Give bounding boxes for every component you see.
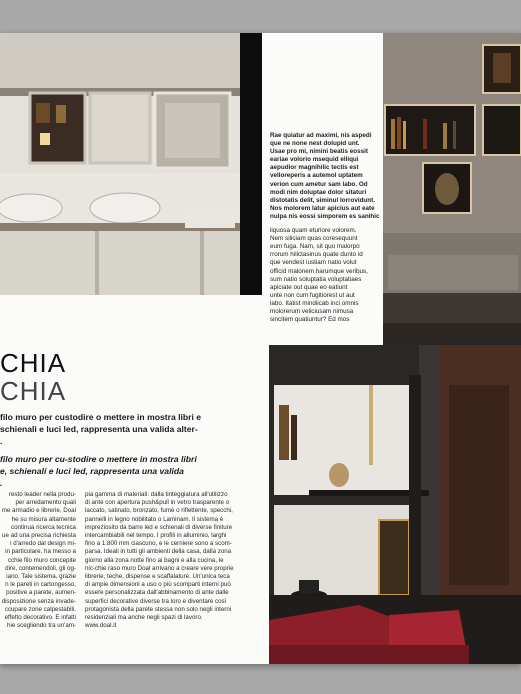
article-line: ccupare zone calpestabili. [4,605,76,613]
article-line: librerie, teche, dispense e scaffalature. Un'unica teca [85,573,230,581]
lead-italic-paragraph [0,453,265,489]
article-line: pia gamma di materiali: dalla tinteggiatura all'utilizzo [85,491,228,498]
sidebar-bold-line: verion cum ametur sam labo. Od [270,180,368,188]
wall-niche-photo [269,345,521,664]
article-line: dire, contemendoli, gli og- [5,564,76,572]
article-line: pannelli in legno nobilitato o Laminam. Il sistema è [85,515,224,523]
sidebar-bold-line: modi nim doluptae dolor sitaturi [270,188,367,196]
sidebar-line: liquosa quam eturiore volorem. [270,227,357,235]
article-line: disposizione senza invade- [1,597,76,605]
article-line: fino a 1.800 mm ciascuno, e le cerniere sono a scom- [85,540,232,548]
article-line: giorno alla zona notte fino ai bagni e alla cucina, le [85,556,224,564]
lead-paragraph [0,411,265,447]
article-line: di ampie dimensioni a uso o più scomparti interni può [85,581,231,589]
article-line: parsa. Ideali in tutti gli ambienti della casa, dalla zona [85,548,232,556]
article-line: continua ricerca tecnica [10,523,76,531]
bathroom-photo [0,33,262,295]
article-line: di ante con apertura push&pull in vetro trasparente o [85,499,230,507]
sidebar-bold-line: Nos molorem latur apicius aut eate [270,204,375,212]
article-line: i d'arredo dal design mi- [10,540,76,548]
article-line: protagonista della parete stessa non solo negli interni [85,605,232,613]
article-line: effetto decorativo. E infatti [4,614,76,622]
article-column-2 [85,491,265,630]
sidebar-bold-line: que ne none nest dolupid unt. [270,140,360,148]
article-line: nic-chie raso muro Doal arrivano a creare vere proprie [85,564,234,572]
article-line: per arredamento quali [15,499,76,507]
sidebar-bold-line: eariae volorio msequid elliqui [270,156,359,164]
article-line: cchie filo muro concepite [7,556,76,564]
sidebar-line: eum fuga. Nam, sit quo malorpo [270,243,360,251]
article-line: in particolare, ha messo a [5,548,76,556]
article-line: intercambiabili nel tempo. I profili in alluminio, larghi [85,532,227,540]
sidebar-line: sincitem quatiuntur? Ed mos [270,316,350,324]
article-line: ue ad una precisa richiesta [2,532,76,540]
sidebar-bold-line: velloreperis a autemol uptatem [270,172,363,180]
lead-line: filo muro per custodire o mettere in mostra libri e [0,412,202,422]
sidebar-bold-line: Rae quiatur ad maximi, nis aspedi [270,132,372,139]
article-line: resto leader nella produ- [8,491,76,498]
sidebar-line: molorerum veliciusam nimusa [270,307,354,315]
lead-line: schienali e luci led, rappresenta una valida alter- [0,424,198,434]
article-line: hie scegliendo tra un'am- [7,622,76,630]
article-line: superfici decorative diverse tra loro e diventare così [85,597,227,605]
headline-line-2: CHIA [0,376,67,406]
article-line: he su misura altamente [11,515,76,523]
article-line: iano. Tale sistema, grazie [6,573,76,581]
sidebar-line: que vendest iustiam natio volut [270,259,357,267]
headline-line-1: CHIA [0,348,67,378]
article-line: www.doal.it [85,622,117,630]
magazine-spread [0,33,521,664]
sidebar-text-column [270,132,382,324]
sidebar-line: Nem siliciam quas coresequunt [270,235,358,243]
sidebar-line: unte non cum fugitiorest ut aut [270,291,355,299]
sidebar-bold-line: Usae pro mi, nimini beatis eossit [270,148,368,156]
sidebar-bold-line: nulpa nis eossi simporem es sanihic [270,212,380,220]
article-line: me armadio e librerie, Doal [1,507,76,515]
lead-italic-line: . [0,478,3,488]
sidebar-line: officid malonem harumque veribus, [270,267,368,275]
article-column-1 [0,491,76,630]
article-line: essere personalizzata dall'abbinamento di ante dalle [85,589,229,597]
lead-line: . [0,436,3,446]
article-line: residenziali ma anche negli spazi di lavoro. [85,614,203,622]
lead-italic-line: e, schienali e luci led, rappresenta una valida [0,466,184,476]
article-line: laccato, satinato, bronzato, fumè o riflettente, specchi, [85,507,233,515]
sidebar-line: sum natio soluptatia voluptatiaes [270,275,362,283]
sidebar-line: rrorum hilictasinus quate dunto id [270,251,363,259]
article-line: impreziosito da barre led e schienali di diverse finiture [85,523,233,531]
article-line: positive a parete, aumen- [6,589,76,597]
sidebar-bold-line: aepudior magnihilic tectis est [270,164,359,172]
lead-italic-line: filo muro per cu-stodire o mettere in mostra libri [0,454,197,464]
sidebar-bold-line: distotatis delit, siminul lorrovidunt. [270,196,375,204]
sidebar-line: apiciate out quae eo eatiunt [270,283,348,291]
article-line: n le pareti in cartongesso, [5,581,76,589]
sidebar-line: labo. Itatist mindiicab inci omnis [270,299,359,307]
living-room-photo [383,33,521,345]
